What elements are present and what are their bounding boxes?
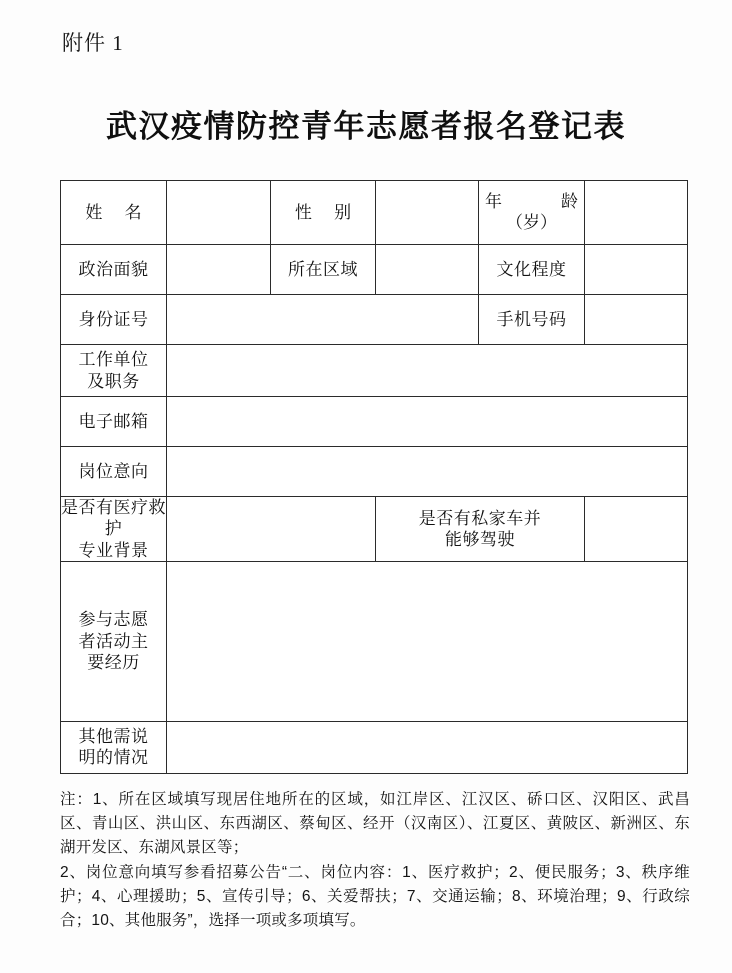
label-other-line2: 明的情况 [78, 748, 149, 768]
label-district: 所在区域 [271, 245, 376, 295]
footnote-2: 2、岗位意向填写参看招募公告“二、岗位内容：1、医疗救护；2、便民服务；3、秩序维护；4、心理援助；5、宣传引导；6、关爱帮扶；7、交通运输；8、环境治理；9、行政综合；10、其他服务”，选择一项或多项填写。 [60, 864, 690, 930]
footnotes [60, 788, 690, 934]
label-name: 姓 名 [61, 181, 167, 245]
field-name[interactable] [167, 181, 271, 245]
label-car-line2: 能够驾驶 [445, 529, 515, 549]
label-private-car [376, 497, 585, 562]
table-row [61, 497, 688, 562]
table-row [61, 721, 688, 773]
table-row [61, 345, 688, 397]
label-volunteer-experience [61, 561, 167, 721]
field-workplace[interactable] [167, 345, 688, 397]
field-private-car[interactable] [585, 497, 688, 562]
field-age[interactable] [585, 181, 688, 245]
field-education[interactable] [585, 245, 688, 295]
field-volunteer-experience[interactable] [167, 561, 688, 721]
label-age-bottom: （岁） [506, 212, 557, 232]
page-title: 武汉疫情防控青年志愿者报名登记表 [106, 109, 626, 144]
field-email[interactable] [167, 397, 688, 447]
label-other-notes [61, 721, 167, 773]
label-political-status: 政治面貌 [61, 245, 167, 295]
field-political-status[interactable] [167, 245, 271, 295]
label-education: 文化程度 [479, 245, 585, 295]
registration-form-table [60, 180, 688, 774]
field-gender[interactable] [376, 181, 479, 245]
table-row [61, 181, 688, 245]
label-car-line1: 是否有私家车并 [418, 508, 542, 528]
table-row [61, 397, 688, 447]
label-id-number: 身份证号 [61, 295, 167, 345]
label-other-line1: 其他需说 [78, 727, 149, 746]
field-id-number[interactable] [167, 295, 479, 345]
field-medical-background[interactable] [167, 497, 376, 562]
label-post-preference: 岗位意向 [61, 447, 167, 497]
label-age [479, 181, 585, 245]
label-workplace [61, 345, 167, 397]
field-phone[interactable] [585, 295, 688, 345]
table-row [61, 447, 688, 497]
label-medical-line2: 专业背景 [78, 540, 149, 560]
attachment-label: 附件 1 [62, 31, 124, 55]
field-post-preference[interactable] [167, 447, 688, 497]
label-phone: 手机号码 [479, 295, 585, 345]
footnote-1: 注：1、所在区域填写现居住地所在的区域，如江岸区、江汉区、硚口区、汉阳区、武昌区、青山区、洪山区、东西湖区、蔡甸区、经开（汉南区）、江夏区、黄陂区、新洲区、东湖开发区、东湖风景区等； [60, 791, 690, 857]
label-medical-line1: 是否有医疗救护 [61, 498, 166, 539]
table-row [61, 295, 688, 345]
label-age-top: 年 龄 [485, 192, 578, 212]
table-row [61, 245, 688, 295]
field-district[interactable] [376, 245, 479, 295]
label-medical-background [61, 497, 167, 562]
field-other-notes[interactable] [167, 721, 688, 773]
label-experience-line3: 要经历 [87, 652, 140, 672]
label-workplace-line1: 工作单位 [78, 350, 149, 370]
label-experience-line2: 者活动主 [78, 631, 149, 651]
table-row [61, 561, 688, 721]
label-email: 电子邮箱 [61, 397, 167, 447]
label-gender: 性 别 [271, 181, 376, 245]
label-workplace-line2: 及职务 [87, 371, 140, 391]
label-experience-line1: 参与志愿 [78, 610, 149, 630]
